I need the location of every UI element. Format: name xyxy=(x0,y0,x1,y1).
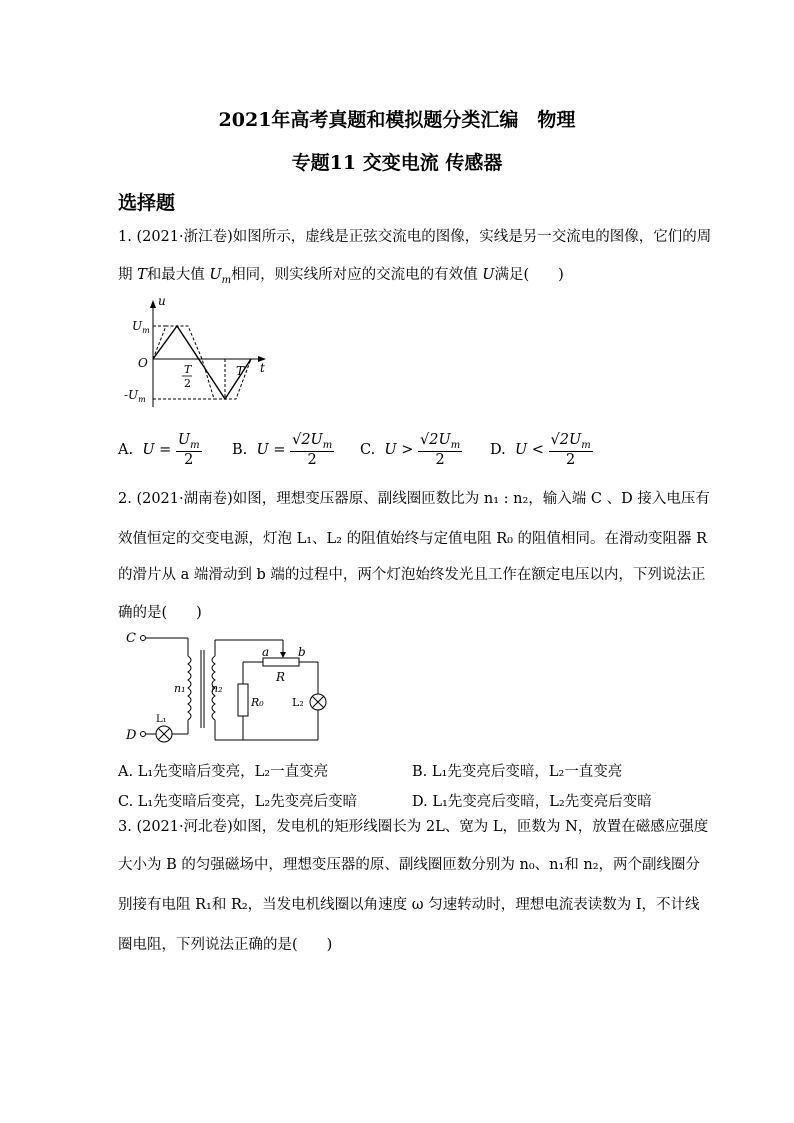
q1-line2: 期 T和最大值 $U_m$相同，则实线所对应的交流电的有效值 U满足( ) xyxy=(118,267,564,286)
half-T-numerator: T xyxy=(184,363,192,376)
q2-option-a: A. L₁先变暗后变亮，L₂一直变亮 xyxy=(118,764,329,780)
q2-option-c: C. L₁先变暗后变亮，L₂先变亮后变暗 xyxy=(118,794,358,810)
q3-line4: 圈电阻，下列说法正确的是( ) xyxy=(118,937,333,953)
end-b-label: b xyxy=(298,645,306,659)
q3-line1: 3. (2021·河北卷)如图，发电机的矩形线圈长为 2L、宽为 L，匝数为 N，放置在磁感应强度 xyxy=(118,819,709,835)
q1-option-b: B. U = $\frac{√2U_m}{2}$ xyxy=(232,432,333,468)
resistor-r0 xyxy=(238,684,248,716)
rheostat-label: R xyxy=(276,670,286,684)
q2-line4: 确的是( ) xyxy=(118,605,202,621)
rheostat-r xyxy=(263,658,299,666)
page-subtitle: 专题11 交变电流 传感器 xyxy=(291,152,503,174)
primary-coil xyxy=(188,656,191,720)
page-title: 2021年高考真题和模拟题分类汇编 物理 xyxy=(218,109,576,131)
q2-option-d: D. L₁先变亮后变暗，L₂先变亮后变暗 xyxy=(412,794,652,810)
l1-label: L₁ xyxy=(156,714,167,725)
origin-label: O xyxy=(138,356,148,370)
q1-option-c: C. U > $\frac{√2U_m}{2}$ xyxy=(360,432,461,468)
q2-option-b: B. L₁先变亮后变暗，L₂一直变亮 xyxy=(412,764,623,780)
sine-wave-dashed xyxy=(153,326,251,399)
terminal-c-label: C xyxy=(126,631,136,646)
T-label: T xyxy=(236,364,245,378)
q1-option-d: D. U < $\frac{√2U_m}{2}$ xyxy=(490,432,591,468)
n1-label: n₁ xyxy=(174,682,186,695)
triangle-wave-solid xyxy=(153,326,251,399)
n2-label: n₂ xyxy=(211,682,223,695)
terminal-d-label: D xyxy=(126,728,137,743)
q2-line2: 效值恒定的交变电源，灯泡 L₁、L₂ 的阻值始终与定值电阻 R₀ 的阻值相同。在滑动变阻器 R xyxy=(118,531,708,547)
q1-waveform-graph xyxy=(118,295,278,413)
q2-line1: 2. (2021·湖南卷)如图，理想变压器原、副线圈匝数比为 n₁ : n₂，输入端 C 、D 接入电压有 xyxy=(118,491,710,507)
t-axis-label: t xyxy=(260,361,265,375)
q1-option-a: A. U = $\frac{U_m}{2}$ xyxy=(118,432,200,468)
r0-label: R₀ xyxy=(251,696,264,709)
section-heading: 选择题 xyxy=(118,192,176,214)
u-axis-label: u xyxy=(158,295,166,308)
q2-line3: 的滑片从 a 端滑动到 b 端的过程中，两个灯泡始终发光且工作在额定电压以内，下列说法正 xyxy=(118,567,706,583)
half-T-denominator: 2 xyxy=(184,377,191,390)
l2-label: L₂ xyxy=(292,696,304,709)
q3-line3: 别接有电阻 R₁和 R₂，当发电机线圈以角速度 ω 匀速转动时，理想电流表读数为 I，不计线 xyxy=(118,897,700,913)
end-a-label: a xyxy=(262,645,270,659)
neg-um-label: $-U_m$ xyxy=(124,388,146,404)
q2-circuit-diagram xyxy=(118,628,348,748)
q3-line2: 大小为 B 的匀强磁场中，理想变压器的原、副线圈匝数分别为 n₀、n₁和 n₂，两个副线圈分 xyxy=(118,857,701,873)
q1-line1: 1. (2021·浙江卷)如图所示，虚线是正弦交流电的图像，实线是另一交流电的图像，它们的周 xyxy=(118,229,712,245)
um-label: $U_m$ xyxy=(132,319,150,335)
